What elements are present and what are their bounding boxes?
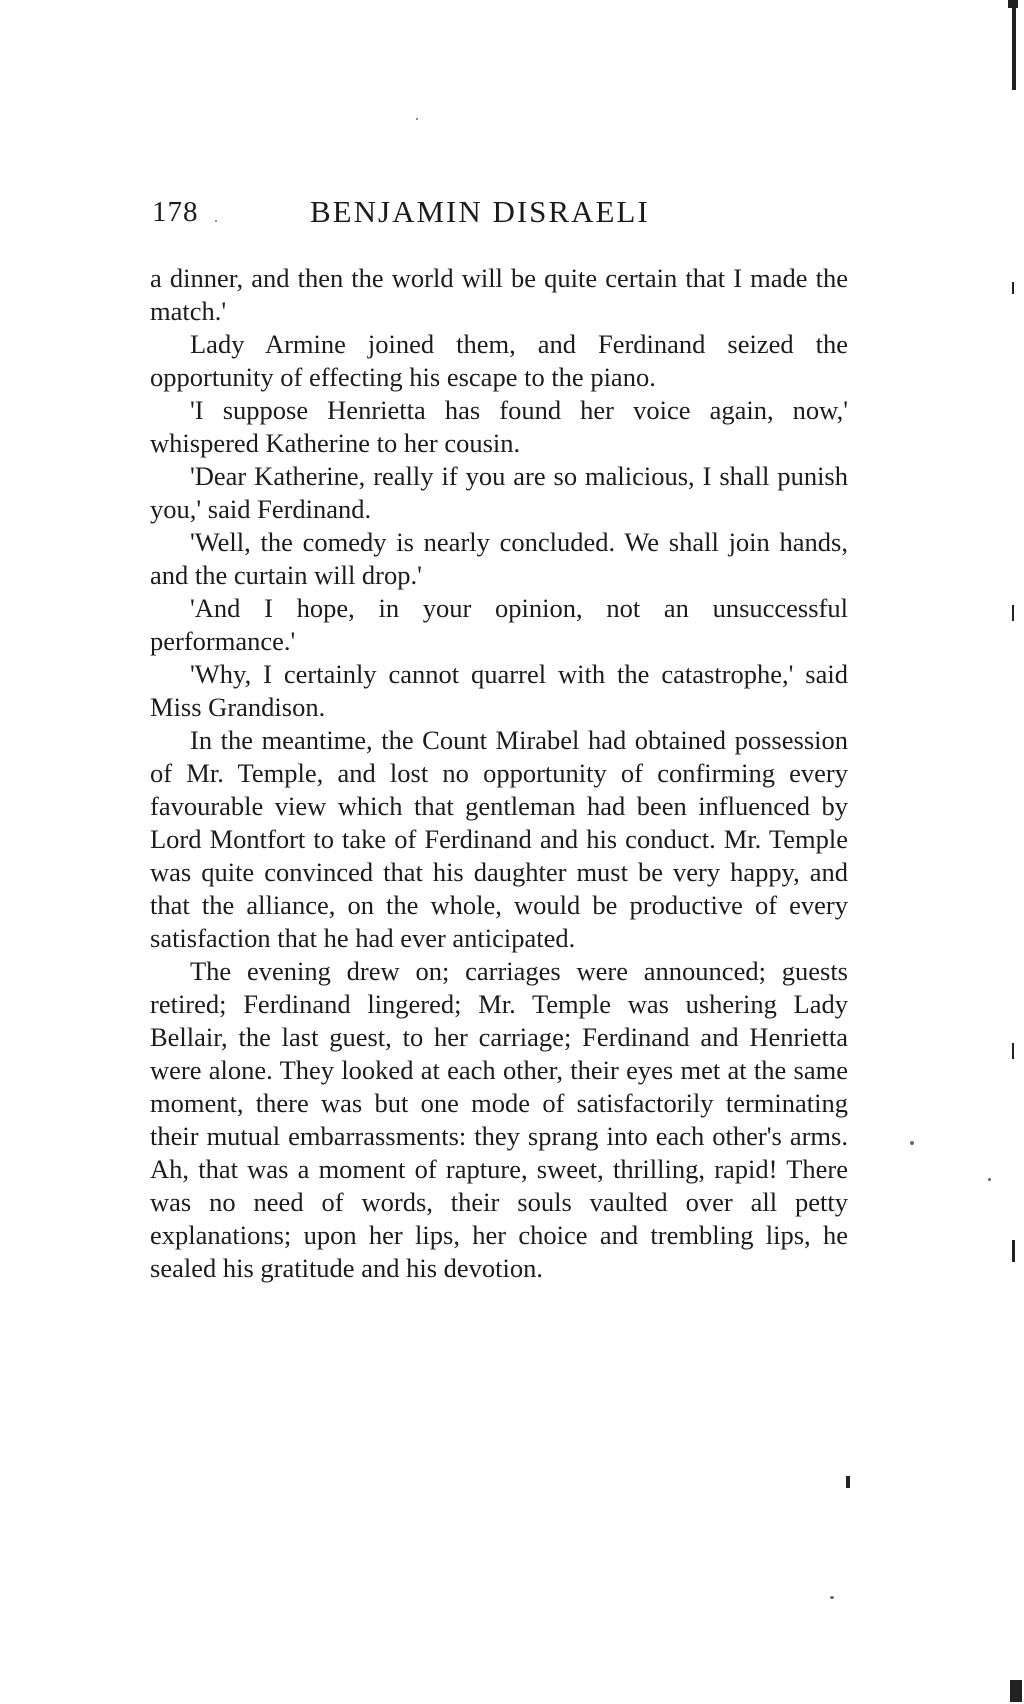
page-edge-mark bbox=[1012, 282, 1014, 294]
scan-speck bbox=[988, 1178, 991, 1181]
scan-speck bbox=[416, 118, 418, 120]
page-edge-mark bbox=[1010, 1680, 1022, 1702]
page-edge-mark bbox=[1008, 0, 1018, 8]
page-edge-mark bbox=[1012, 0, 1016, 90]
paragraph: 'I suppose Henrietta has found her voice again, now,' whispered Katherine to her cousin. bbox=[150, 395, 848, 458]
paragraph: a dinner, and then the world will be quite certain that I made the match.' bbox=[150, 263, 848, 326]
paragraph: The evening drew on; carriages were announced; guests retired; Ferdinand lingered; Mr. Temple was ushering Lady Bellair, the last guest, to her carriage; Ferdinand and Henrietta were alone. They looked at each other, their eyes met at the same moment, there was but one mode of satisfactorily terminating their mutual embarrassments: they sprang into each other's arms. Ah, that was a moment of rapture, sweet, thrilling, rapid! There was no need of words, their souls vaulted over all petty explanations; upon her lips, her choice and trembling lips, he sealed his gratitude and his devotion. bbox=[150, 956, 848, 1283]
running-title: BENJAMIN DISRAELI bbox=[310, 194, 650, 229]
paragraph: 'And I hope, in your opinion, not an unsuccessful performance.' bbox=[150, 593, 848, 656]
scan-speck bbox=[215, 220, 217, 222]
paragraph: In the meantime, the Count Mirabel had obtained possession of Mr. Temple, and lost no opportunity of confirming every favourable view which that gentleman had been influenced by Lord Montfort to take of Ferdinand and his conduct. Mr. Temple was quite convinced that his daughter must be very happy, and that the alliance, on the whole, would be productive of every satisfaction that he had ever anticipated. bbox=[150, 725, 848, 953]
paragraph: 'Why, I certainly cannot quarrel with the catastrophe,' said Miss Grandison. bbox=[150, 659, 848, 722]
page-edge-mark bbox=[1012, 1240, 1015, 1262]
paragraph: 'Dear Katherine, really if you are so malicious, I shall punish you,' said Ferdinand. bbox=[150, 461, 848, 524]
running-head bbox=[152, 196, 852, 240]
body-text bbox=[150, 262, 848, 1285]
paragraph: 'Well, the comedy is nearly concluded. We shall join hands, and the curtain will drop.' bbox=[150, 527, 848, 590]
scan-speck bbox=[830, 1596, 834, 1599]
scan-speck bbox=[910, 1141, 914, 1145]
page-edge-mark bbox=[1012, 605, 1014, 621]
page-number: 178 bbox=[152, 196, 199, 228]
page-edge-mark bbox=[846, 1476, 850, 1488]
paragraph: Lady Armine joined them, and Ferdinand seized the opportunity of effecting his escape to the piano. bbox=[150, 329, 848, 392]
page-edge-mark bbox=[1012, 1043, 1014, 1059]
